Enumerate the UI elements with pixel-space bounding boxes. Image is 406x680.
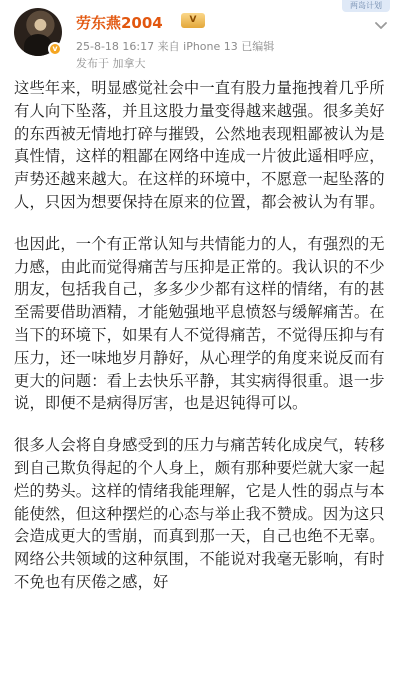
paragraph-3: 很多人会将自身感受到的压力与痛苦转化成戾气，转移到自己欺负得起的个人身上，颇有那种要烂就大家一起烂的势头。这样的情绪我能理解，它是人性的弱点与本能使然，但这种摆烂的心态与举止我不赞成。因为这只会造成更大的雪崩，而真到那一天，自己也绝不无辜。网络公共领域的这种氛围，不能说对我毫无影响，有时不免也有厌倦之感，好 xyxy=(14,436,385,591)
verified-badge: v xyxy=(48,42,62,56)
post-body xyxy=(14,77,394,594)
vip-badge[interactable]: V xyxy=(181,13,205,28)
author-name[interactable]: 劳东燕2004 xyxy=(76,14,163,32)
promo-tag[interactable]: 两岛计划 xyxy=(342,0,390,12)
paragraph-1: 这些年来，明显感觉社会中一直有股力量拖拽着几乎所有人向下坠落，并且这股力量变得越来越强。很多美好的东西被无情地打碎与摧毁，公然地表现粗鄙被认为是真性情，这样的粗鄙在网络中连成一片彼此遥相呼应，声势还越来越大。在这样的环境中，不愿意一起坠落的人，只因为想要保持在原来的位置，都会被认为有罪。 xyxy=(14,79,385,211)
paragraph-2: 也因此，一个有正常认知与共情能力的人，有强烈的无力感，由此而觉得痛苦与压抑是正常的。我认识的不少朋友，包括我自己，多多少少都有这样的情绪，有的甚至需要借助酒精，才能勉强地平息愤怒与缓解痛苦。在当下的环境下，如果有人不觉得痛苦，不觉得压抑与有压力，还一味地岁月静好，从心理学的角度来说反而有更大的问题：看上去快乐平静，其实病得很重。退一步说，即便不是病得厉害，也是迟钝得可以。 xyxy=(14,234,385,413)
post-date: 25-8-18 16:17 xyxy=(76,40,155,53)
post-meta xyxy=(76,38,274,54)
edited-link[interactable]: 已编辑 xyxy=(241,40,275,53)
post-source: 来自 iPhone 13 xyxy=(157,40,238,53)
post-header xyxy=(0,0,406,72)
post-location: 发布于 加拿大 xyxy=(76,57,146,70)
chevron-down-icon[interactable] xyxy=(372,16,390,34)
